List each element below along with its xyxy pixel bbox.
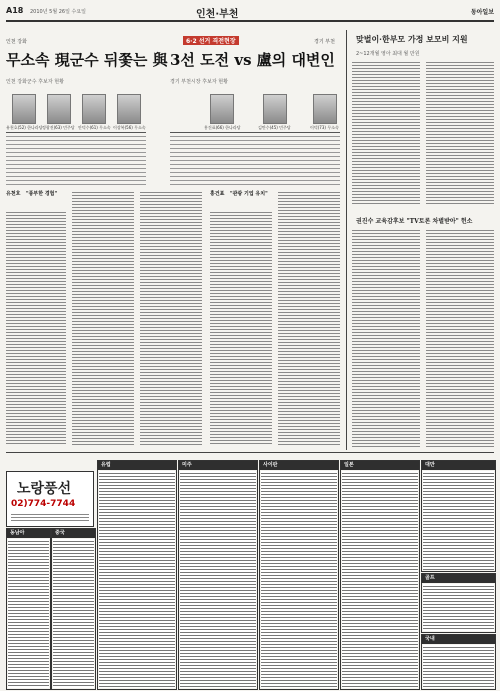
candidate-caption: 이상복(56) 무소속 xyxy=(113,125,146,130)
mid-quote: "관광 기업 유치" xyxy=(230,191,268,197)
candidate-caption: 유천호(52) 한나라당 xyxy=(6,125,43,130)
mid-kicker: 경기 부천 xyxy=(314,39,335,45)
classified-column: 중국 xyxy=(51,528,96,690)
candidate-photo xyxy=(82,94,106,124)
candidate-caption: 정광진(63) 민주당 xyxy=(42,125,75,130)
ad-brand: 노랑풍선 xyxy=(17,481,72,497)
candidate-photo xyxy=(12,94,36,124)
classified-column: 유럽 xyxy=(97,460,177,690)
article-text xyxy=(278,190,340,445)
article-text xyxy=(426,60,494,205)
article-text xyxy=(140,190,202,445)
mid-headline: 3선 도전 vs 盧의 대변인 xyxy=(170,51,335,69)
article-text xyxy=(352,60,420,205)
classified-column: 국내 xyxy=(421,634,496,690)
classified-column: 미주 xyxy=(178,460,258,690)
candidate-photo xyxy=(263,94,287,124)
article-text xyxy=(352,228,420,448)
right-subhead: 2~12개월 영아 최대 월 만원 xyxy=(356,51,420,57)
right-headline: 맞벌이·한부모 가정 보모비 지원 xyxy=(356,34,468,44)
classified-column: 일본 xyxy=(340,460,420,690)
candidate-photo xyxy=(313,94,337,124)
article-text xyxy=(210,210,272,445)
issue-date: 2010년 5월 26일 수요일 xyxy=(30,9,87,15)
article-text xyxy=(72,190,134,445)
mid-subhead: 경기 부천시장 후보자 현황 xyxy=(170,79,228,85)
left-quote: "풍부한 경험" xyxy=(26,191,58,197)
election-banner: 6·2 선거 격전현장 xyxy=(183,36,239,45)
candidate-caption: 홍건표(66) 한나라당 xyxy=(204,125,241,130)
candidate-caption: 안덕수(61) 무소속 xyxy=(78,125,111,130)
masthead xyxy=(6,4,494,22)
newspaper-brand: 동아일보 xyxy=(470,9,494,16)
left-headline: 무소속 現군수 뒤쫓는 與 xyxy=(6,51,168,69)
left-quote-name: 유천호 xyxy=(6,191,21,197)
left-subhead: 인천 강화군수 후보자 현황 xyxy=(6,79,64,85)
classified-column: 골프 xyxy=(421,573,496,633)
candidate-photo xyxy=(117,94,141,124)
candidate-caption: 김만수(45) 민주당 xyxy=(258,125,291,130)
candidate-caption: 이덕(73) 무소속 xyxy=(310,125,339,130)
ad-divider xyxy=(6,452,494,453)
left-kicker: 인천 강화 xyxy=(6,39,27,45)
classified-column: 대만 xyxy=(421,460,496,572)
classified-column: 동남아 xyxy=(6,528,51,690)
mid-quote-name: 홍건표 xyxy=(210,191,225,197)
column-divider xyxy=(346,30,347,450)
article-text xyxy=(426,228,494,448)
candidate-table xyxy=(170,132,340,186)
candidate-table xyxy=(6,132,146,186)
page-number: A18 xyxy=(6,6,24,15)
right-headline-2: 권진수 교육감후보 "TV토론 차별받아" 헌소 xyxy=(356,218,473,225)
candidate-photo xyxy=(47,94,71,124)
article-text xyxy=(6,210,66,445)
candidate-photo xyxy=(210,94,234,124)
ad-phone: 02)774-7744 xyxy=(11,499,76,509)
classified-column: 사이판 xyxy=(259,460,339,690)
travel-ad xyxy=(6,471,94,527)
section-title: 인천·부천 xyxy=(196,9,239,20)
